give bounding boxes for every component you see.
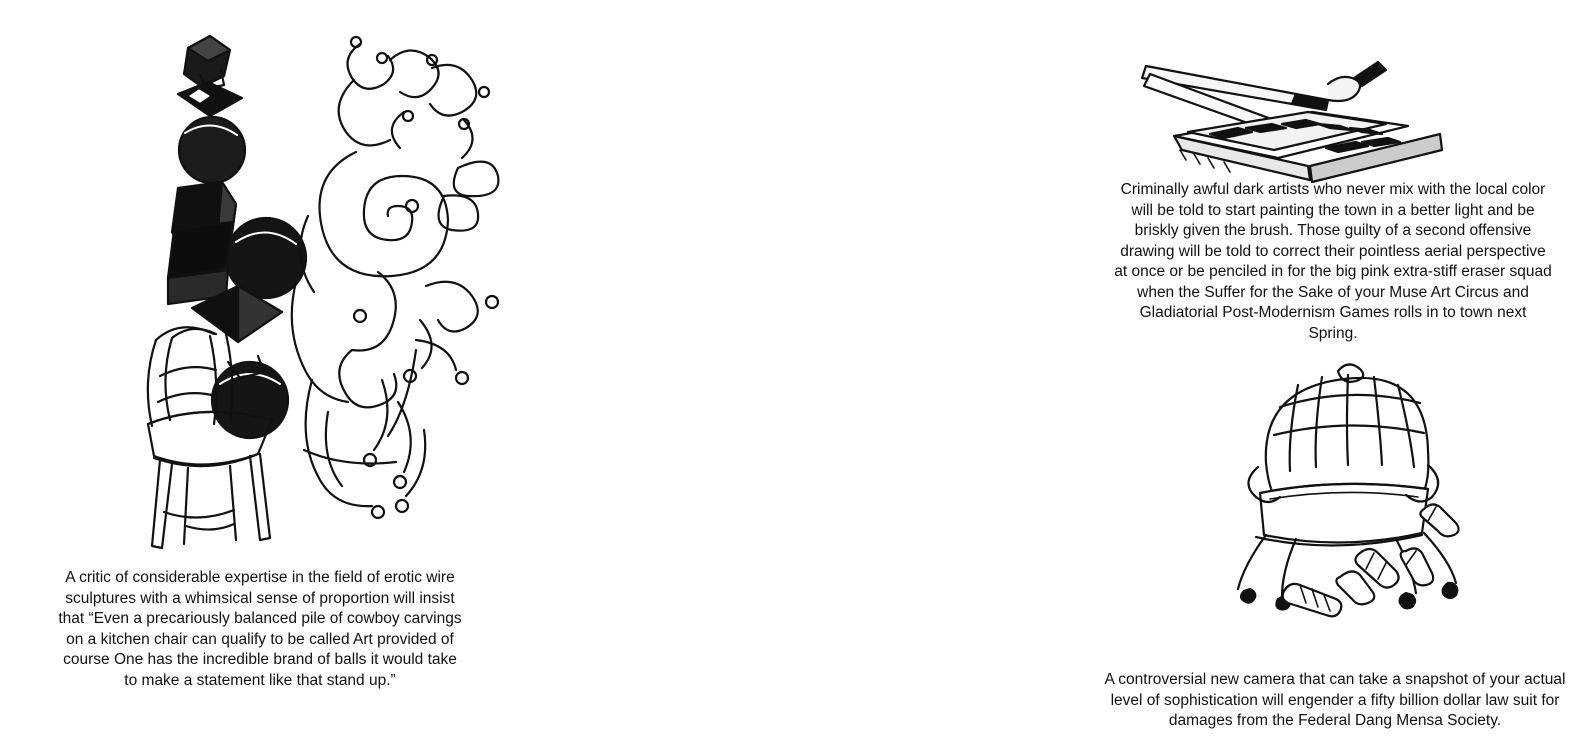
- caption-camera: A controversial new camera that can take a snapshot of your actual level of sophistication will engender a fifty billion dollar law suit for damages from the Federal Dang Mensa Society.: [1104, 671, 1566, 729]
- chair-sculpture-drawing: [60, 20, 500, 560]
- pen-and-palette-drawing: [1140, 40, 1440, 170]
- caption-dark-artists: Criminally awful dark artists who never mix with the local color will be told to start painting the town in a better light and be briskly given the brush. Those guilty of a second offensive drawing will be told to correct their pointless aerial perspective at once or be penciled in for the big pink extra-stiff eraser squad when the Suffer for the Sake of your Muse Art Circus and Gladiatorial Post-Modernism Games rolls in to town next Spring.: [1114, 181, 1552, 342]
- left-column: [0, 0, 520, 745]
- caption-wire-sculpture: A critic of considerable expertise in the field of erotic wire sculptures with a whimsical sense of proportion will insist that “Even a precariously balanced pile of cowboy carvings on a kitchen chair can qualify to be called Art provided of course One has the incredible brand of balls it would take to make a statement like that stand up.”: [58, 569, 462, 689]
- tufted-chair-with-crayons-drawing: [1200, 355, 1490, 645]
- right-column: [540, 0, 1566, 745]
